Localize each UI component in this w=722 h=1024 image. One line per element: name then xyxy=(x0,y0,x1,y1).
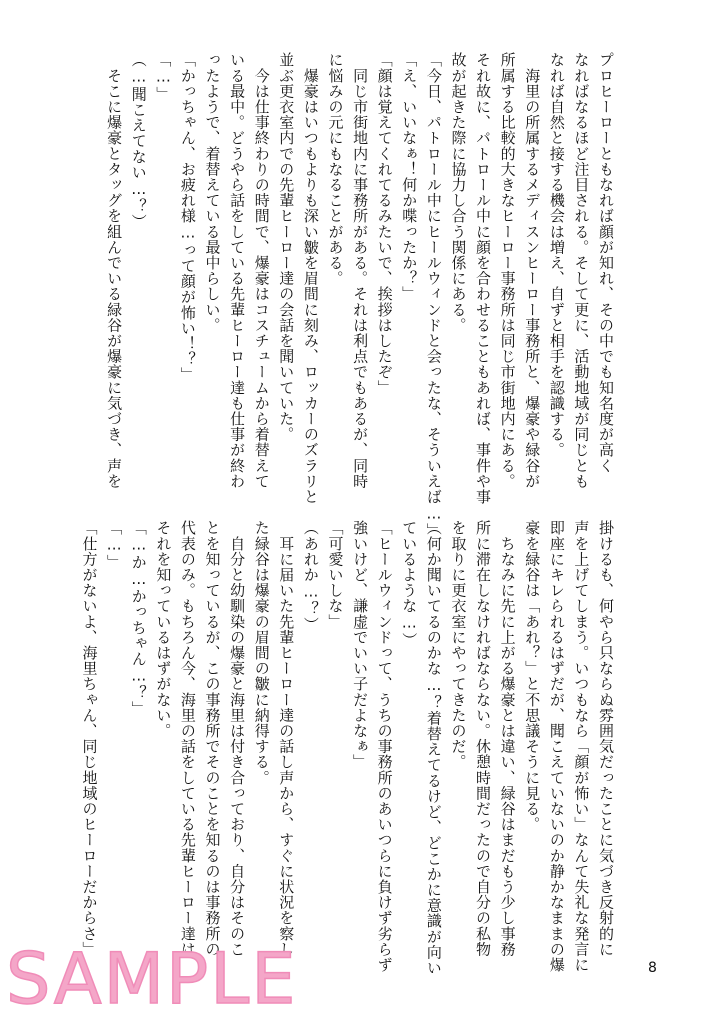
text-line: 故が起きた際に協力し合う関係にある。 xyxy=(449,52,468,333)
text-line: 耳に届いた先輩ヒーロー達の話し声から、すぐに状況を察し xyxy=(277,520,296,957)
text-line: ているような…） xyxy=(400,520,419,648)
text-line: 「仕方がないよ、海里ちゃん、同じ地域のヒーローだからさ」 xyxy=(80,520,99,957)
text-line: なれば自然と接する機会は増え、自ずと相手を認識する。 xyxy=(547,52,566,458)
text-line: 「…」 xyxy=(154,52,173,102)
text-line: 「今日、パトロール中にヒールウィンドと会ったな、そういえば…」 xyxy=(424,52,443,539)
text-line: 自分と幼馴染の爆豪と海里は付き合っており、自分はそのこ xyxy=(228,520,247,957)
text-line: そこに爆豪とタッグを組んでいる緑谷が爆豪に気づき、声を xyxy=(105,52,124,489)
text-line: 「ヒールウィンドって、うちの事務所のあいつらに負けず劣らず xyxy=(375,520,394,973)
text-line: 「かっちゃん、お疲れ様…って顔が怖い！？」 xyxy=(178,52,197,383)
text-line: なればなるほど注目される。そして更に、活動地域が同じとも xyxy=(572,52,591,489)
text-line: （何か聞いてるのかな…？着替えてるけど、どこかに意識が向い xyxy=(424,520,443,976)
text-line: 今は仕事終わりの時間で、爆豪はコスチュームから着替えて xyxy=(252,52,271,489)
text-line: 爆豪はいつもよりも深い皺を眉間に刻み、ロッカーのズラリと xyxy=(301,52,320,505)
text-line: 同じ市街地内に事務所がある。それは利点でもあるが、同時 xyxy=(351,52,370,489)
text-line: （あれか…？） xyxy=(301,520,320,633)
text-line: 即座にキレられるはずだが、聞こえていないのか静かなままの爆 xyxy=(547,520,566,973)
page-number: 8 xyxy=(648,960,657,976)
text-line: それを知っているはずがない。 xyxy=(154,520,173,739)
sample-watermark: SAMPLE xyxy=(6,938,298,1020)
text-line: 所に滞在しなければならない。休憩時間だったので自分の私物 xyxy=(474,520,493,957)
text-line: を取りに更衣室にやってきたのだ。 xyxy=(449,520,468,770)
text-block-upper xyxy=(102,52,618,539)
text-block-lower xyxy=(77,520,618,976)
text-line: とを知っているが、この事務所でそのことを知るのは事務所の xyxy=(203,520,222,957)
text-line: 並ぶ更衣室内での先輩ヒーロー達の会話を聞いていた。 xyxy=(277,52,296,442)
text-line: 声を上げてしまう。いつもなら「顔が怖い」なんて失礼な発言に xyxy=(572,520,591,973)
text-line: それ故に、パトロール中に顔を合わせることもあれば、事件や事 xyxy=(474,52,493,505)
text-line: 海里の所属するメディスンヒーロー事務所と、爆豪や緑谷が xyxy=(523,52,542,489)
text-line: 「可愛いしな」 xyxy=(326,520,345,630)
text-line: に悩みの元にもなることがある。 xyxy=(326,52,345,286)
text-line: プロヒーローともなれば顔が知れ、その中でも知名度が高く xyxy=(597,52,615,474)
text-line: 「え、いいなぁ！何か喋ったか？」 xyxy=(400,52,419,302)
text-line: 所属する比較的大きなヒーロー事務所は同じ市街地内にある。 xyxy=(498,52,517,489)
text-line: 「…か…かっちゃん…？」 xyxy=(129,520,148,717)
text-line: ちなみに先に上がる爆豪とは違い、緑谷はまだもう少し事務 xyxy=(498,520,517,957)
text-line: 代表のみ。もちろん今、海里の話をしている先輩ヒーロー達は xyxy=(178,520,197,957)
text-line: 「顔は覚えてくれてるみたいで、挨拶はしたぞ」 xyxy=(375,52,394,396)
text-line: た緑谷は爆豪の眉間の皺に納得する。 xyxy=(252,520,271,786)
text-line: 豪を緑谷は「あれ？」と不思議そうに見る。 xyxy=(523,520,542,832)
text-line: いる最中。どうやら話をしている先輩ヒーロー達も仕事が終わ xyxy=(228,52,247,489)
text-line: （…聞こえてない…？） xyxy=(129,52,148,230)
text-line: ったようで、着替えている最中らしい。 xyxy=(203,52,222,333)
text-line: 強いけど、謙虚でいい子だよなぁ」 xyxy=(351,520,370,770)
text-line: 掛けるも、何やら只ならぬ雰囲気だったことに気づき反射的に xyxy=(597,520,615,957)
text-line: 「…」 xyxy=(105,520,124,570)
